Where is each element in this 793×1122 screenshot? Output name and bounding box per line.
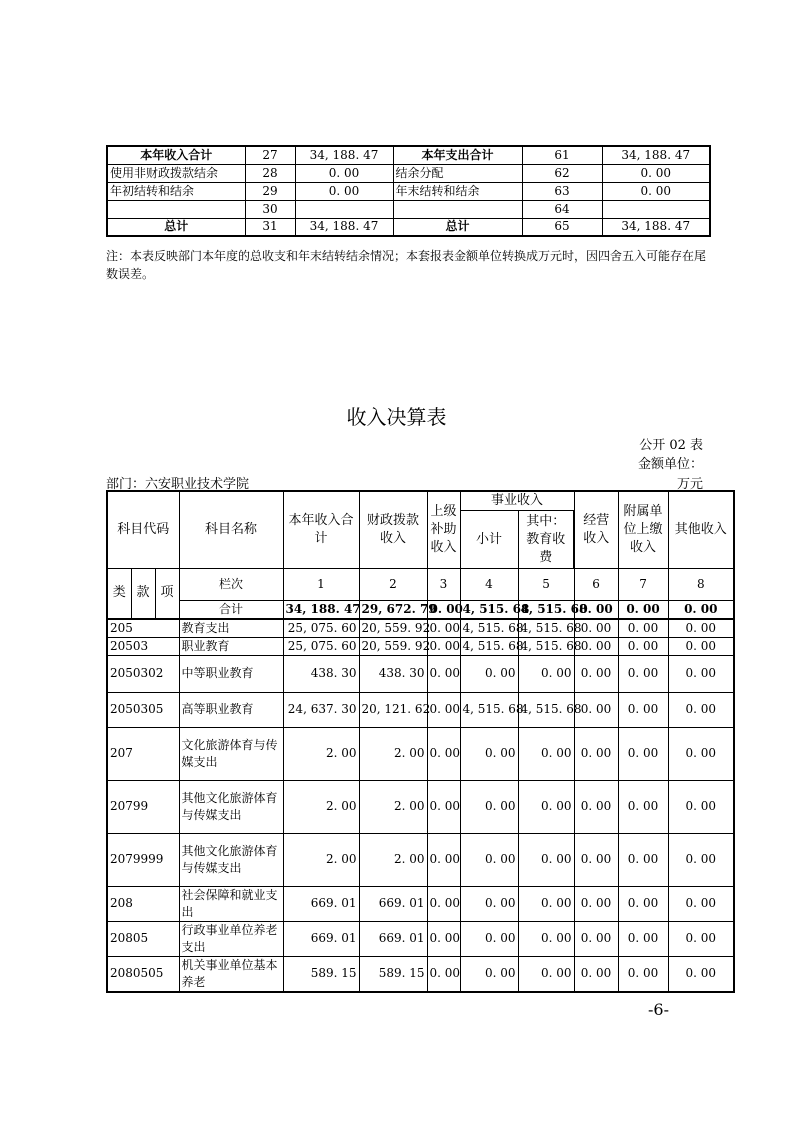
cell: 34, 188. 47: [602, 218, 710, 236]
cell: 65: [522, 218, 602, 236]
amount-cell: 4, 515. 68: [518, 619, 574, 638]
subject-code: 20503: [107, 637, 179, 655]
cell: 0. 00: [602, 164, 710, 182]
amount-cell: 0. 00: [668, 655, 734, 692]
amount-cell: 0. 00: [618, 921, 668, 956]
subject-name: 中等职业教育: [179, 655, 283, 692]
amount-cell: 0. 00: [574, 833, 618, 886]
amount-cell: 0. 00: [518, 921, 574, 956]
amount-cell: 0. 00: [618, 833, 668, 886]
table-row: [107, 833, 734, 886]
amount-cell: 0. 00: [618, 655, 668, 692]
cell: [393, 200, 522, 218]
column-number: 8: [668, 569, 734, 601]
cell: 28: [245, 164, 295, 182]
table-row: [107, 146, 710, 164]
amount-cell: 24, 637. 30: [283, 692, 359, 727]
cell: 年末结转和结余: [393, 182, 522, 200]
column-number: 2: [359, 569, 427, 601]
amount-cell: 669. 01: [359, 886, 427, 921]
amount-cell: 0. 00: [574, 619, 618, 638]
amount-cell: 0. 00: [574, 886, 618, 921]
amount-cell: 0. 00: [574, 727, 618, 780]
amount-cell: 0. 00: [427, 886, 460, 921]
cell: 30: [245, 200, 295, 218]
cell: 总计: [107, 218, 245, 236]
amount-cell: 0. 00: [668, 886, 734, 921]
amount-cell: 0. 00: [460, 727, 518, 780]
cell: 64: [522, 200, 602, 218]
amount-cell: 0. 00: [460, 780, 518, 833]
header-kuan: 款: [131, 569, 155, 619]
subject-code: 205: [107, 619, 179, 638]
subject-code: 20805: [107, 921, 179, 956]
amount-cell: 0. 00: [427, 833, 460, 886]
column-label: 栏次: [179, 569, 283, 601]
cell: 34, 188. 47: [295, 146, 393, 164]
amount-cell: 4, 515. 68: [518, 637, 574, 655]
amount-cell: 0. 00: [518, 727, 574, 780]
cell: 61: [522, 146, 602, 164]
amount-cell: 2. 00: [359, 780, 427, 833]
amount-cell: 25, 075. 60: [283, 637, 359, 655]
amount-cell: 0. 00: [668, 637, 734, 655]
amount-cell: 25, 075. 60: [283, 619, 359, 638]
header-code: 科目代码: [107, 491, 179, 569]
amount-cell: 2. 00: [283, 833, 359, 886]
column-number: 1: [283, 569, 359, 601]
unit-value: 万元: [676, 477, 703, 492]
amount-cell: 0. 00: [668, 692, 734, 727]
amount-cell: 2. 00: [359, 833, 427, 886]
total-row: [107, 601, 734, 619]
column-number: 5: [518, 569, 574, 601]
amount-cell: 438. 30: [283, 655, 359, 692]
subject-code: 2050302: [107, 655, 179, 692]
subject-name: 其他文化旅游体育与传媒支出: [179, 833, 283, 886]
column-number: 3: [427, 569, 460, 601]
amount-cell: 0. 00: [668, 619, 734, 638]
table-row: [107, 780, 734, 833]
cell: 0. 00: [668, 601, 734, 619]
subject-code: 2079999: [107, 833, 179, 886]
amount-cell: 589. 15: [283, 956, 359, 992]
amount-cell: 0. 00: [427, 619, 460, 638]
header-fiscal: 财政拨款收入: [359, 491, 427, 569]
amount-cell: 0. 00: [427, 780, 460, 833]
amount-cell: 0. 00: [668, 780, 734, 833]
subject-name: 机关事业单位基本养老: [179, 956, 283, 992]
header-other: 其他收入: [668, 491, 734, 569]
table-row: [107, 200, 710, 218]
cell: 0. 00: [602, 182, 710, 200]
amount-cell: 0. 00: [668, 833, 734, 886]
amount-cell: 4, 515. 68: [518, 692, 574, 727]
cell: 27: [245, 146, 295, 164]
table-row: [107, 619, 734, 638]
cell: 34, 188. 47: [602, 146, 710, 164]
cell: 0. 00: [574, 601, 618, 619]
cell: 34, 188. 47: [295, 218, 393, 236]
amount-cell: 0. 00: [427, 727, 460, 780]
amount-cell: 0. 00: [574, 780, 618, 833]
amount-cell: 0. 00: [427, 655, 460, 692]
cell: [295, 200, 393, 218]
table-row: [107, 164, 710, 182]
cell: 年初结转和结余: [107, 182, 245, 200]
column-number: 6: [574, 569, 618, 601]
amount-cell: 20, 121. 62: [359, 692, 427, 727]
table-row: [107, 637, 734, 655]
amount-cell: 2. 00: [359, 727, 427, 780]
amount-cell: 0. 00: [460, 886, 518, 921]
cell: 本年收入合计: [107, 146, 245, 164]
cell: 本年支出合计: [393, 146, 522, 164]
amount-cell: 20, 559. 92: [359, 619, 427, 638]
cell: 34, 188. 47: [283, 601, 359, 619]
cell: 4, 515. 68: [460, 601, 518, 619]
cell: 63: [522, 182, 602, 200]
header-xiang: 项: [155, 569, 179, 619]
cell: [602, 200, 710, 218]
income-table-body: [107, 619, 734, 992]
amount-cell: 0. 00: [574, 655, 618, 692]
cell: 0. 00: [295, 164, 393, 182]
amount-cell: 0. 00: [668, 956, 734, 992]
subject-code: 2050305: [107, 692, 179, 727]
page-title: 收入决算表: [346, 405, 447, 429]
income-table: [106, 490, 735, 993]
amount-cell: 0. 00: [618, 619, 668, 638]
subject-name: 社会保障和就业支出: [179, 886, 283, 921]
amount-cell: 0. 00: [460, 956, 518, 992]
subject-name: 职业教育: [179, 637, 283, 655]
header-business-edu: 其中：教育收费: [518, 511, 574, 569]
amount-cell: 0. 00: [618, 637, 668, 655]
amount-cell: 0. 00: [427, 637, 460, 655]
amount-cell: 0. 00: [518, 833, 574, 886]
column-number-row: [107, 569, 734, 601]
amount-cell: 0. 00: [427, 921, 460, 956]
header-business: 事业收入: [460, 491, 574, 511]
header-row: [107, 491, 734, 511]
cell: 使用非财政拨款结余: [107, 164, 245, 182]
cell: 29: [245, 182, 295, 200]
amount-cell: 0. 00: [427, 956, 460, 992]
cell: 4, 515. 68: [518, 601, 574, 619]
amount-cell: 4, 515. 68: [460, 619, 518, 638]
subject-name: 其他文化旅游体育与传媒支出: [179, 780, 283, 833]
amount-cell: 2. 00: [283, 727, 359, 780]
amount-cell: 0. 00: [574, 637, 618, 655]
amount-cell: 0. 00: [574, 956, 618, 992]
table-row: [107, 921, 734, 956]
department-label: 部门：六安职业技术学院: [106, 477, 250, 492]
amount-cell: 0. 00: [574, 692, 618, 727]
table-row: [107, 692, 734, 727]
cell: 31: [245, 218, 295, 236]
subject-code: 20799: [107, 780, 179, 833]
amount-cell: 0. 00: [618, 886, 668, 921]
subject-name: 文化旅游体育与传媒支出: [179, 727, 283, 780]
header-subsidy: 上级补助收入: [427, 491, 460, 569]
subject-name: 高等职业教育: [179, 692, 283, 727]
header-lei: 类: [107, 569, 131, 619]
cell: 62: [522, 164, 602, 182]
amount-cell: 0. 00: [574, 921, 618, 956]
cell: 29, 672. 79: [359, 601, 427, 619]
cell: 合计: [179, 601, 283, 619]
amount-cell: 0. 00: [618, 780, 668, 833]
amount-cell: 0. 00: [618, 692, 668, 727]
cell: 总计: [393, 218, 522, 236]
summary-note: 注：本表反映部门本年度的总收支和年末结转结余情况；本套报表金额单位转换成万元时，因四舍五入可能存在尾数误差。: [106, 249, 707, 281]
subject-code: 2080505: [107, 956, 179, 992]
amount-cell: 0. 00: [618, 727, 668, 780]
header-name: 科目名称: [179, 491, 283, 569]
table-row: [107, 956, 734, 992]
unit-label: 金额单位：: [637, 457, 703, 472]
amount-cell: 669. 01: [359, 921, 427, 956]
header-business-subtotal: 小计: [460, 511, 518, 569]
amount-cell: 4, 515. 68: [460, 692, 518, 727]
header-operating: 经营收入: [574, 491, 618, 569]
subject-code: 207: [107, 727, 179, 780]
amount-cell: 0. 00: [618, 956, 668, 992]
amount-cell: 0. 00: [518, 655, 574, 692]
summary-table: [106, 145, 711, 237]
table-row: [107, 182, 710, 200]
amount-cell: 0. 00: [460, 833, 518, 886]
amount-cell: 0. 00: [518, 780, 574, 833]
amount-cell: 0. 00: [460, 921, 518, 956]
page-number: -6-: [648, 1000, 669, 1019]
header-total: 本年收入合计: [283, 491, 359, 569]
table-row: [107, 655, 734, 692]
amount-cell: 669. 01: [283, 921, 359, 956]
amount-cell: 4, 515. 68: [460, 637, 518, 655]
amount-cell: 0. 00: [668, 727, 734, 780]
cell: 结余分配: [393, 164, 522, 182]
amount-cell: 0. 00: [518, 956, 574, 992]
cell: 0. 00: [618, 601, 668, 619]
subject-name: 行政事业单位养老支出: [179, 921, 283, 956]
amount-cell: 0. 00: [427, 692, 460, 727]
amount-cell: 589. 15: [359, 956, 427, 992]
form-code: 公开 02 表: [639, 438, 703, 453]
amount-cell: 0. 00: [460, 655, 518, 692]
column-number: 4: [460, 569, 518, 601]
subject-code: 208: [107, 886, 179, 921]
cell: 0. 00: [295, 182, 393, 200]
amount-cell: 2. 00: [283, 780, 359, 833]
amount-cell: 438. 30: [359, 655, 427, 692]
amount-cell: 0. 00: [518, 886, 574, 921]
cell: [107, 200, 245, 218]
cell: 0. 00: [427, 601, 460, 619]
column-number: 7: [618, 569, 668, 601]
amount-cell: 0. 00: [668, 921, 734, 956]
header-affiliated: 附属单位上缴收入: [618, 491, 668, 569]
amount-cell: 20, 559. 92: [359, 637, 427, 655]
table-row: [107, 727, 734, 780]
subject-name: 教育支出: [179, 619, 283, 638]
table-row: [107, 886, 734, 921]
amount-cell: 669. 01: [283, 886, 359, 921]
table-row: [107, 218, 710, 236]
